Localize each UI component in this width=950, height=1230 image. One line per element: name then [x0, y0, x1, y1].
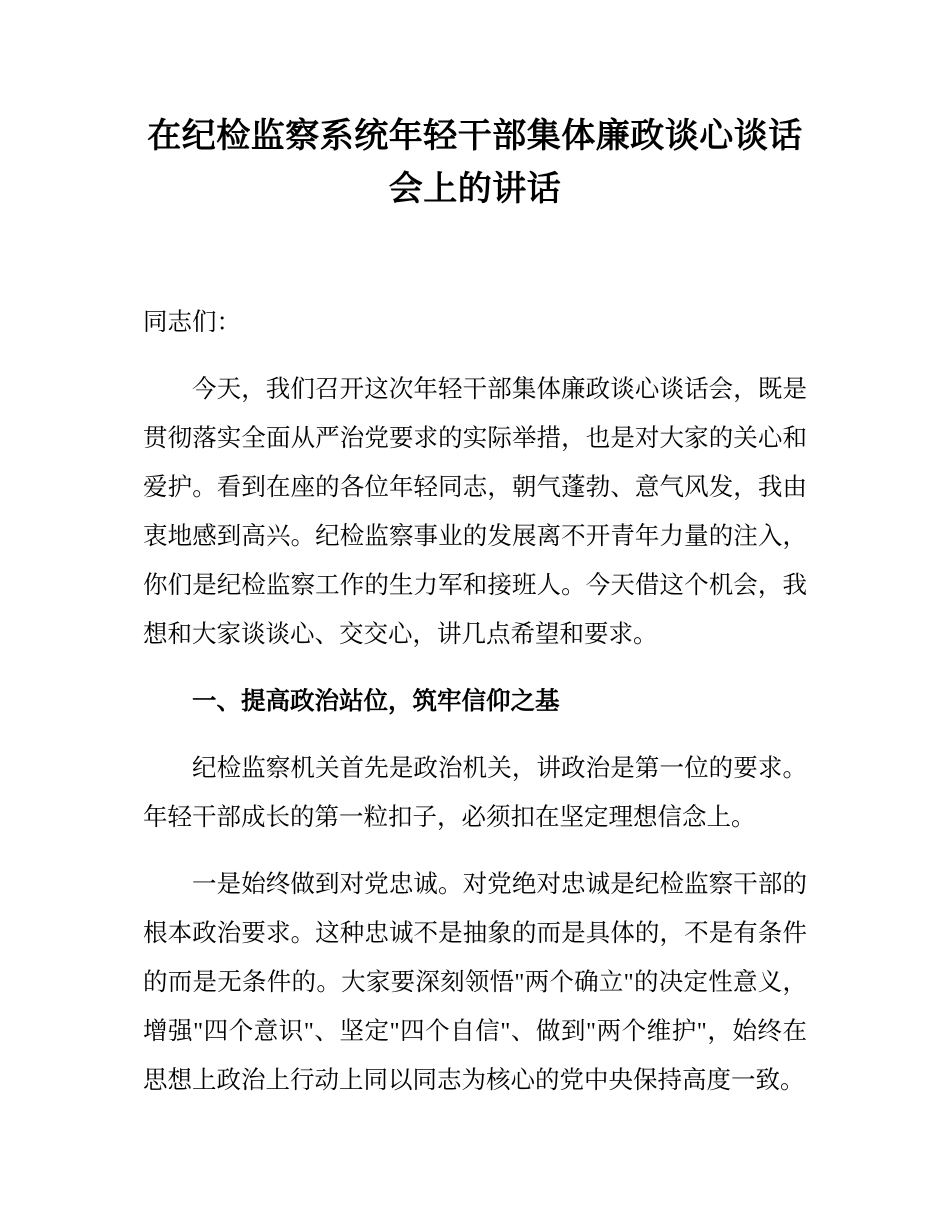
- salutation-line: 同志们：: [143, 309, 241, 336]
- document-title: 在纪检监察系统年轻干部集体廉政谈心谈话会上的讲话: [147, 118, 803, 208]
- section-heading: 一、提高政治站位，筑牢信仰之基: [192, 688, 560, 715]
- document-body: [143, 298, 807, 1105]
- paragraph: 一是始终做到对党忠诚。对党绝对忠诚是纪检监察干部的根本政治要求。这种忠诚不是抽象的而是具体的，不是有条件的而是无条件的。大家要深刻领悟"两个确立"的决定性意义，增强"四个意识"、坚定"四个自信"、做到"两个维护"，始终在思想上政治上行动上同以同志为核心的党中央保持高度一致。: [143, 871, 807, 1094]
- paragraph: 今天，我们召开这次年轻干部集体廉政谈心谈话会，既是贯彻落实全面从严治党要求的实际举措，也是对大家的关心和爱护。看到在座的各位年轻同志，朝气蓬勃、意气风发，我由衷地感到高兴。纪检监察事业的发展离不开青年力量的注入，你们是纪检监察工作的生力军和接班人。今天借这个机会，我想和大家谈谈心、交交心，讲几点希望和要求。: [143, 376, 807, 648]
- paragraph: 纪检监察机关首先是政治机关，讲政治是第一位的要求。年轻干部成长的第一粒扣子，必须扣在坚定理想信念上。: [143, 755, 807, 831]
